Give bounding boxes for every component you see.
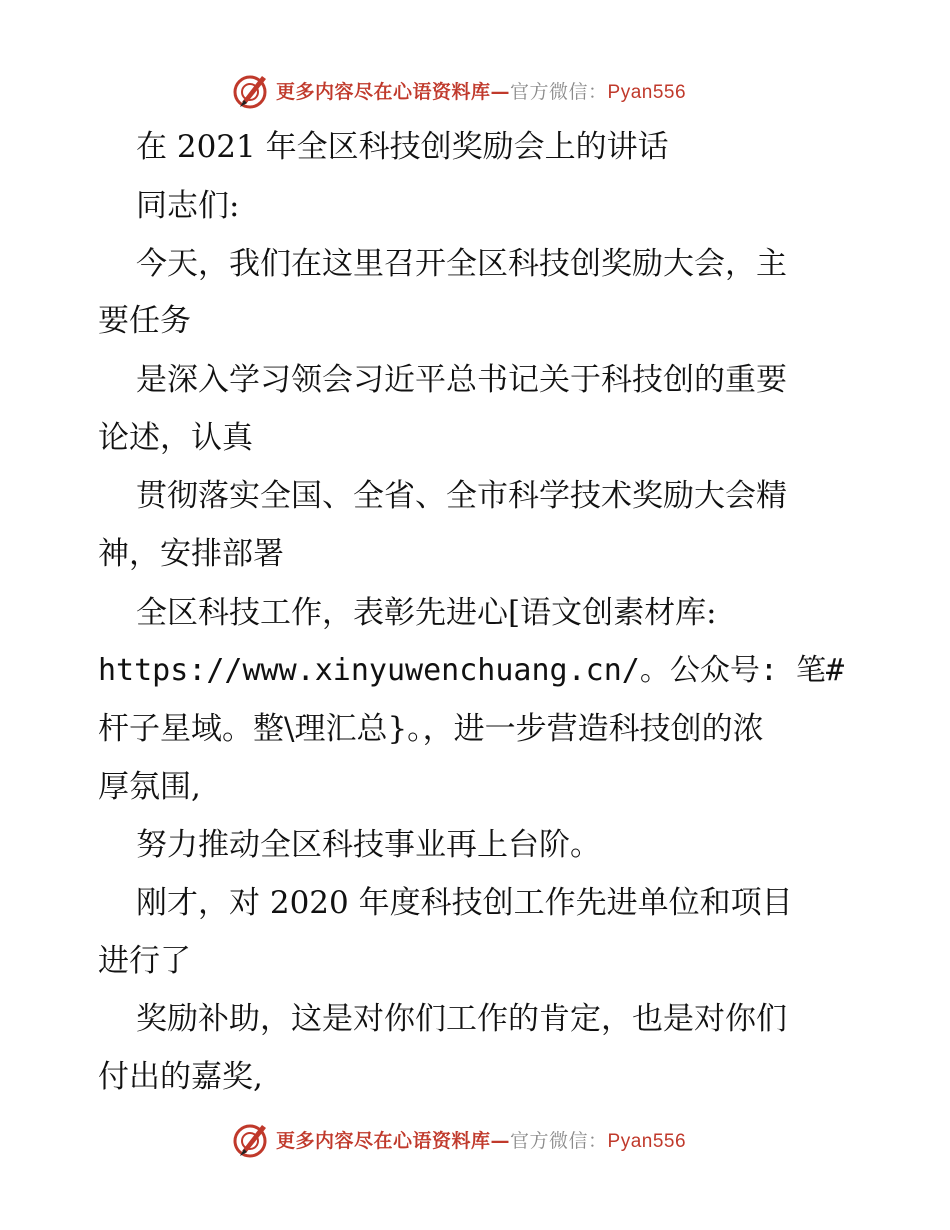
text-line: 付出的嘉奖, [98,1059,263,1095]
banner-main-text: 更多内容尽在心语资料库— [276,80,511,103]
text-line: 贯彻落实全国、全省、全市科学技术奖励大会精 [136,478,787,514]
text-line-url: https://www.xinyuwenchuang.cn/。公众号: 笔# [98,653,845,688]
banner-wechat-label: 官方微信： [510,80,608,103]
text-line: 厚氛围, [98,769,201,805]
text-line: 论述，认真 [98,420,253,456]
text-line: 神，安排部署 [98,536,284,572]
text-line: 是深入学习领会习近平总书记关于科技创的重要 [136,362,787,398]
footer-banner [232,1117,732,1161]
text-line: 今天，我们在这里召开全区科技创奖励大会，主 [136,246,787,282]
salutation: 同志们: [136,188,240,224]
text-line: 进行了 [98,943,191,979]
quill-logo-icon [232,1119,272,1159]
quill-logo-icon [232,70,272,110]
document-title: 在 2021 年全区科技创奖励会上的讲话 [136,129,669,165]
header-banner [232,68,732,112]
text-line: 要任务 [98,303,191,339]
banner-main-text: 更多内容尽在心语资料库— [276,1129,511,1152]
banner-wechat-id: Pyan556 [607,81,687,103]
banner-text [276,1126,686,1153]
banner-wechat-id: Pyan556 [607,1130,687,1152]
text-line: 杆子星域。整\理汇总}。，进一步营造科技创的浓 [98,711,764,747]
text-line: 全区科技工作，表彰先进心[语文创素材库: [136,595,717,631]
banner-wechat-label: 官方微信： [510,1129,608,1152]
banner-text [276,77,686,104]
text-line: 刚才，对 2020 年度科技创工作先进单位和项目 [136,885,793,921]
text-line: 努力推动全区科技事业再上台阶。 [136,827,601,863]
text-line: 奖励补助，这是对你们工作的肯定，也是对你们 [136,1001,787,1037]
